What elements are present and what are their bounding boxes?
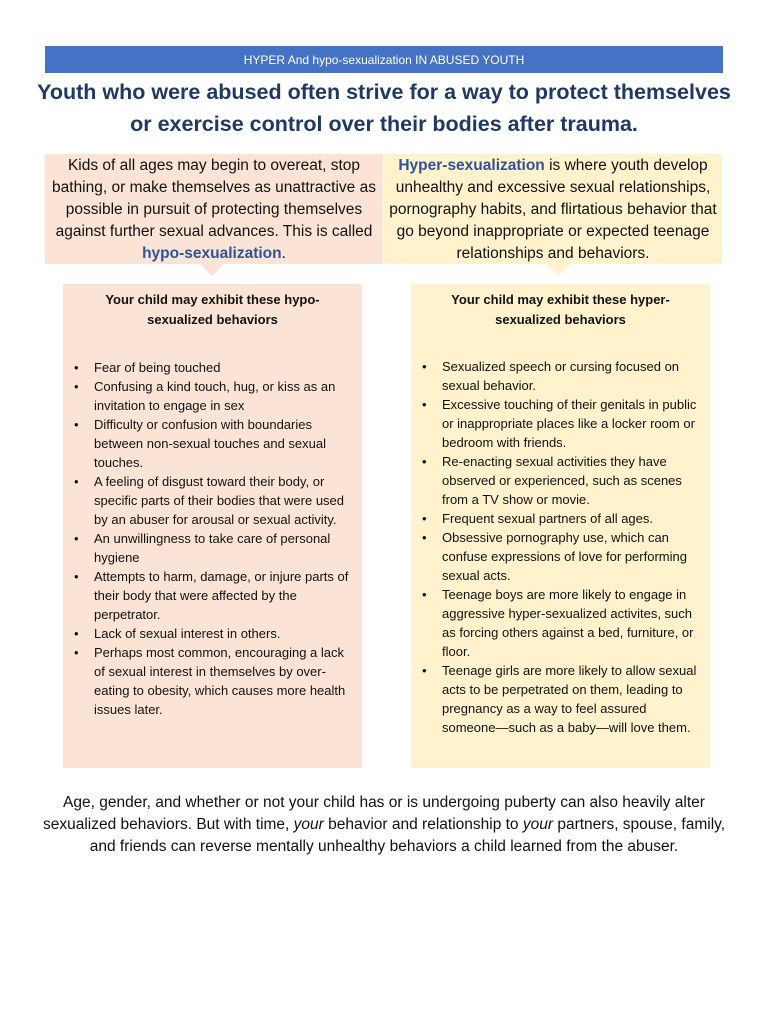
list-item	[74, 472, 354, 529]
hyper-behaviors-list	[419, 357, 702, 737]
closing-emphasis-2: your	[522, 816, 554, 833]
list-item-text: Fear of being touched	[94, 360, 221, 375]
hyper-arrow	[546, 264, 570, 276]
hypo-term: hypo-sexualization	[142, 245, 282, 262]
bullet-icon: •	[422, 454, 427, 469]
hyper-behaviors-box	[411, 284, 710, 768]
bullet-icon: •	[74, 531, 79, 546]
list-item-text: Lack of sexual interest in others.	[94, 626, 281, 641]
hypo-behaviors-list	[71, 358, 354, 719]
headline: Youth who were abused often strive for a way to protect themselves or exercise control over their bodies after trauma.	[37, 80, 731, 136]
list-item-text: Excessive touching of their genitals in public or inappropriate places like a locker room or bedroom with friends.	[442, 397, 697, 450]
bullet-icon: •	[74, 626, 79, 641]
hyper-intro-text: is where youth develop unhealthy and excessive sexual relationships, pornography habits, and flirtatious behavior that go beyond inappropriate or expected teenage relationships and behaviors.	[389, 157, 717, 262]
bullet-icon: •	[74, 360, 79, 375]
hypo-arrow	[200, 264, 224, 276]
list-item-text: Attempts to harm, damage, or injure parts of their body that were affected by the perpetrator.	[94, 569, 349, 622]
list-item-text: Perhaps most common, encouraging a lack of sexual interest in themselves by over-eating to obesity, which causes more health issues later.	[94, 645, 346, 717]
bullet-icon: •	[422, 587, 427, 602]
list-item-text: An unwillingness to take care of personal hygiene	[94, 531, 331, 565]
closing-part-3: partners, spouse, family, and friends can reverse mentally unhealthy behaviors a child learned from the abuser.	[89, 816, 726, 855]
list-item	[74, 567, 354, 624]
hypo-intro-box	[45, 154, 383, 264]
bullet-icon: •	[74, 379, 79, 394]
list-item	[422, 509, 702, 528]
list-item-text: Sexualized speech or cursing focused on sexual behavior.	[442, 359, 680, 393]
hypo-behaviors-box	[63, 284, 362, 768]
hypo-intro-text: Kids of all ages may begin to overeat, stop bathing, or make themselves as unattractive as possible in pursuit of protecting themselves against further sexual advances. This is called	[52, 157, 376, 240]
closing-part-2: behavior and relationship to	[323, 816, 523, 833]
bullet-icon: •	[422, 663, 427, 678]
hypo-box-title: Your child may exhibit these hypo-sexualized behaviors	[105, 292, 320, 327]
bullet-icon: •	[422, 530, 427, 545]
list-item	[422, 357, 702, 395]
list-item-text: A feeling of disgust toward their body, or specific parts of their bodies that were used by an abuser for arousal or sexual activity.	[94, 474, 345, 527]
banner-text: HYPER And hypo-sexualization IN ABUSED YOUTH	[243, 52, 525, 67]
hypo-intro-end: .	[281, 245, 286, 262]
list-item-text: Teenage boys are more likely to engage in aggressive hyper-sexualized activites, such as forcing others against a bed, furniture, or floor.	[442, 587, 694, 659]
bullet-icon: •	[74, 474, 79, 489]
list-item-text: Re-enacting sexual activities they have observed or experienced, such as scenes from a TV show or movie.	[442, 454, 682, 507]
hyper-box-title: Your child may exhibit these hyper-sexualized behaviors	[451, 292, 670, 327]
bullet-icon: •	[422, 397, 427, 412]
list-item-text: Frequent sexual partners of all ages.	[442, 511, 654, 526]
list-item	[74, 358, 354, 377]
list-item	[74, 415, 354, 472]
list-item	[422, 452, 702, 509]
bullet-icon: •	[422, 359, 427, 374]
list-item	[422, 528, 702, 585]
list-item	[74, 529, 354, 567]
hyper-intro-box	[384, 154, 722, 264]
list-item	[422, 395, 702, 452]
list-item	[422, 585, 702, 661]
list-item-text: Difficulty or confusion with boundaries between non-sexual touches and sexual touches.	[94, 417, 326, 470]
list-item	[74, 643, 354, 719]
bullet-icon: •	[74, 645, 79, 660]
list-item-text: Obsessive pornography use, which can confuse expressions of love for performing sexual acts.	[442, 530, 687, 583]
list-item-text: Teenage girls are more likely to allow sexual acts to be perpetrated on them, leading to pregnancy as a way to feel assured someone—such as a baby—will love them.	[442, 663, 697, 735]
list-item-text: Confusing a kind touch, hug, or kiss as an invitation to engage in sex	[94, 379, 336, 413]
bullet-icon: •	[74, 569, 79, 584]
closing-paragraph	[30, 792, 738, 858]
bullet-icon: •	[422, 511, 427, 526]
list-item	[74, 624, 354, 643]
hyper-term: Hyper-sexualization	[398, 157, 545, 174]
list-item	[74, 377, 354, 415]
title-banner	[45, 46, 723, 73]
list-item	[422, 661, 702, 737]
closing-emphasis-1: your	[293, 816, 324, 833]
closing-part-1: Age, gender, and whether or not your child has or is undergoing puberty can also heavily alter sexualized behaviors. But with time,	[42, 794, 705, 833]
bullet-icon: •	[74, 417, 79, 432]
